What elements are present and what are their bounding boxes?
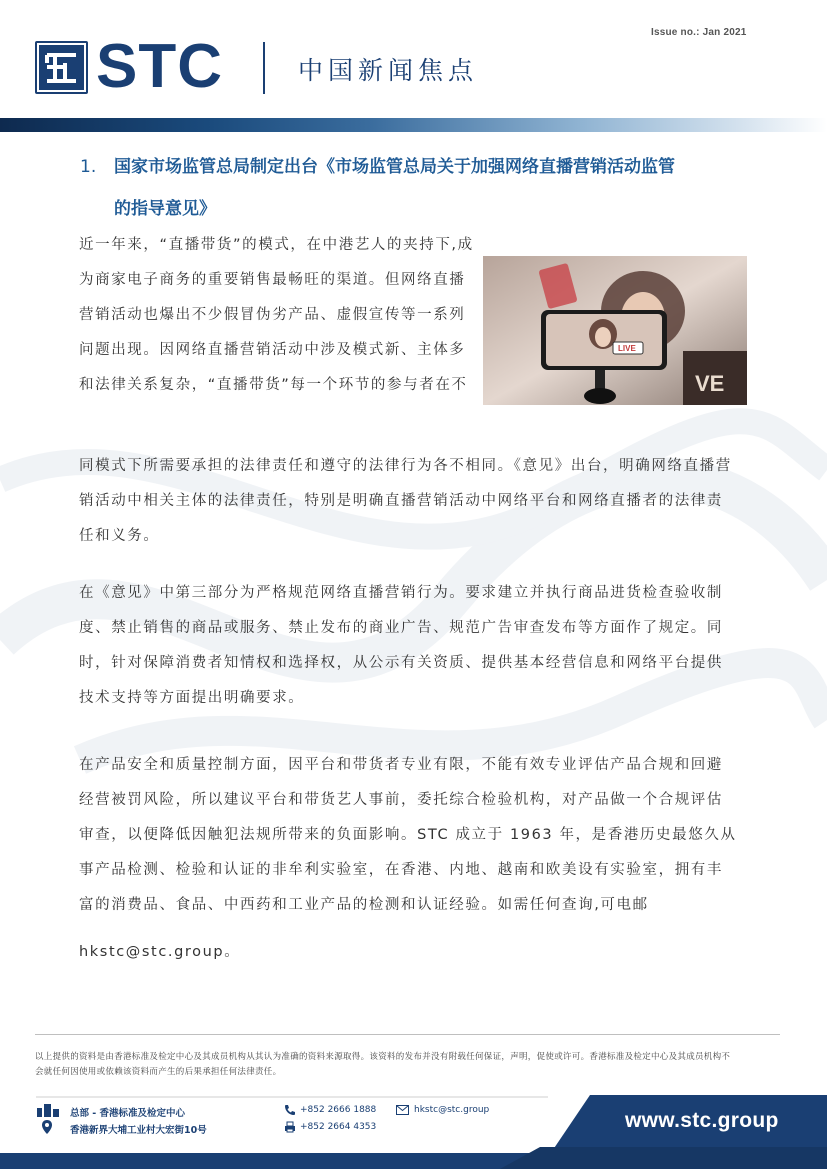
address-text: 香港新界大埔工业村大宏街10号: [70, 1125, 207, 1136]
live-label: LIVE: [618, 344, 636, 353]
article-number: 1.: [80, 157, 97, 177]
article-heading: [80, 146, 760, 230]
fax-number: +852 2664 4353: [300, 1122, 377, 1132]
paragraph-3: [79, 748, 749, 970]
text-line: 为商家电子商务的重要销售最畅旺的渠道。但网络直播: [79, 272, 466, 288]
header-divider: [263, 42, 265, 94]
issue-number: Issue no.: Jan 2021: [651, 27, 747, 38]
article-title-line2: 的指导意见》: [114, 199, 216, 219]
newsletter-title: 中国新闻焦点: [298, 56, 479, 85]
text-line: 在产品安全和质量控制方面，因平台和带货者专业有限，不能有效专业评估产品合规和回避: [79, 757, 723, 773]
text-line: 时，针对保障消费者知情权和选择权，从公示有关资质、提供基本经营信息和网络平台提供: [79, 655, 723, 671]
stc-logo-icon: [35, 41, 88, 94]
phone-number[interactable]: +852 2666 1888: [300, 1105, 377, 1115]
text-line: 同模式下所需要承担的法律责任和遵守的法律行为各不相同。《意见》出台，明确网络直播营: [79, 458, 732, 474]
text-line: 销活动中相关主体的法律责任，特别是明确直播营销活动中网络平台和网络直播者的法律责: [79, 493, 723, 509]
text-line: 和法律关系复杂，“直播带货”每一个环节的参与者在不: [79, 377, 468, 393]
text-line: 富的消费品、食品、中西药和工业产品的检测和认证经验。如需任何查询,可电邮: [79, 897, 649, 913]
text-line: 任和义务。: [79, 528, 160, 544]
headquarters-label: 总部 - 香港标准及检定中心: [70, 1108, 186, 1119]
text-line: 经营被罚风险，所以建议平台和带货艺人事前，委托综合检验机构，对产品做一个合规评估: [79, 792, 723, 808]
text-line: 技术支持等方面提出明确要求。: [79, 690, 305, 706]
text-line: 营销活动也爆出不少假冒伪劣产品、虚假宣传等一系列: [79, 307, 466, 323]
paragraph-1-full: [79, 449, 749, 554]
text-line: 度、禁止销售的商品或服务、禁止发布的商业广告、规范广告审查发布等方面作了规定。同: [79, 620, 723, 636]
email-address[interactable]: hkstc@stc.group: [414, 1105, 490, 1115]
footer-divider: [35, 1034, 780, 1035]
header-band: [0, 118, 827, 132]
logo-text: STC: [96, 32, 223, 101]
disclaimer: 以上提供的资料是由香港标准及检定中心及其成员机构从其认为准确的资料来源取得。该资料的发布并没有附载任何保证，声明，促使或许可。香港标准及检定中心及其成员机构不会就任何因使用或依赖该资料而产生的后果承担任何法律责任。: [35, 1052, 731, 1077]
email-link[interactable]: hkstc@stc.group。: [79, 944, 241, 960]
text-line: 问题出现。因网络直播营销活动中涉及模式新、主体多: [79, 342, 466, 358]
website-link[interactable]: www.stc.group: [625, 1109, 779, 1132]
livestream-photo: [483, 256, 747, 405]
text-line: 近一年来，“直播带货”的模式，在中港艺人的夹持下,成: [79, 237, 474, 253]
svg-text:VE: VE: [695, 371, 725, 396]
text-line: 审查，以便降低因触犯法规所带来的负面影响。STC 成立于 1963 年，是香港历史最悠久从: [79, 827, 737, 843]
article-title-line1: 国家市场监管总局制定出台《市场监管总局关于加强网络直播营销活动监管: [114, 157, 675, 177]
paragraph-2: [79, 576, 749, 716]
text-line: 事产品检测、检验和认证的非牟利实验室，在香港、内地、越南和欧美设有实验室，拥有丰: [79, 862, 723, 878]
paragraph-1-wrapped: [79, 228, 479, 403]
text-line: 在《意见》中第三部分为严格规范网络直播营销行为。要求建立并执行商品进货检查验收制: [79, 585, 723, 601]
